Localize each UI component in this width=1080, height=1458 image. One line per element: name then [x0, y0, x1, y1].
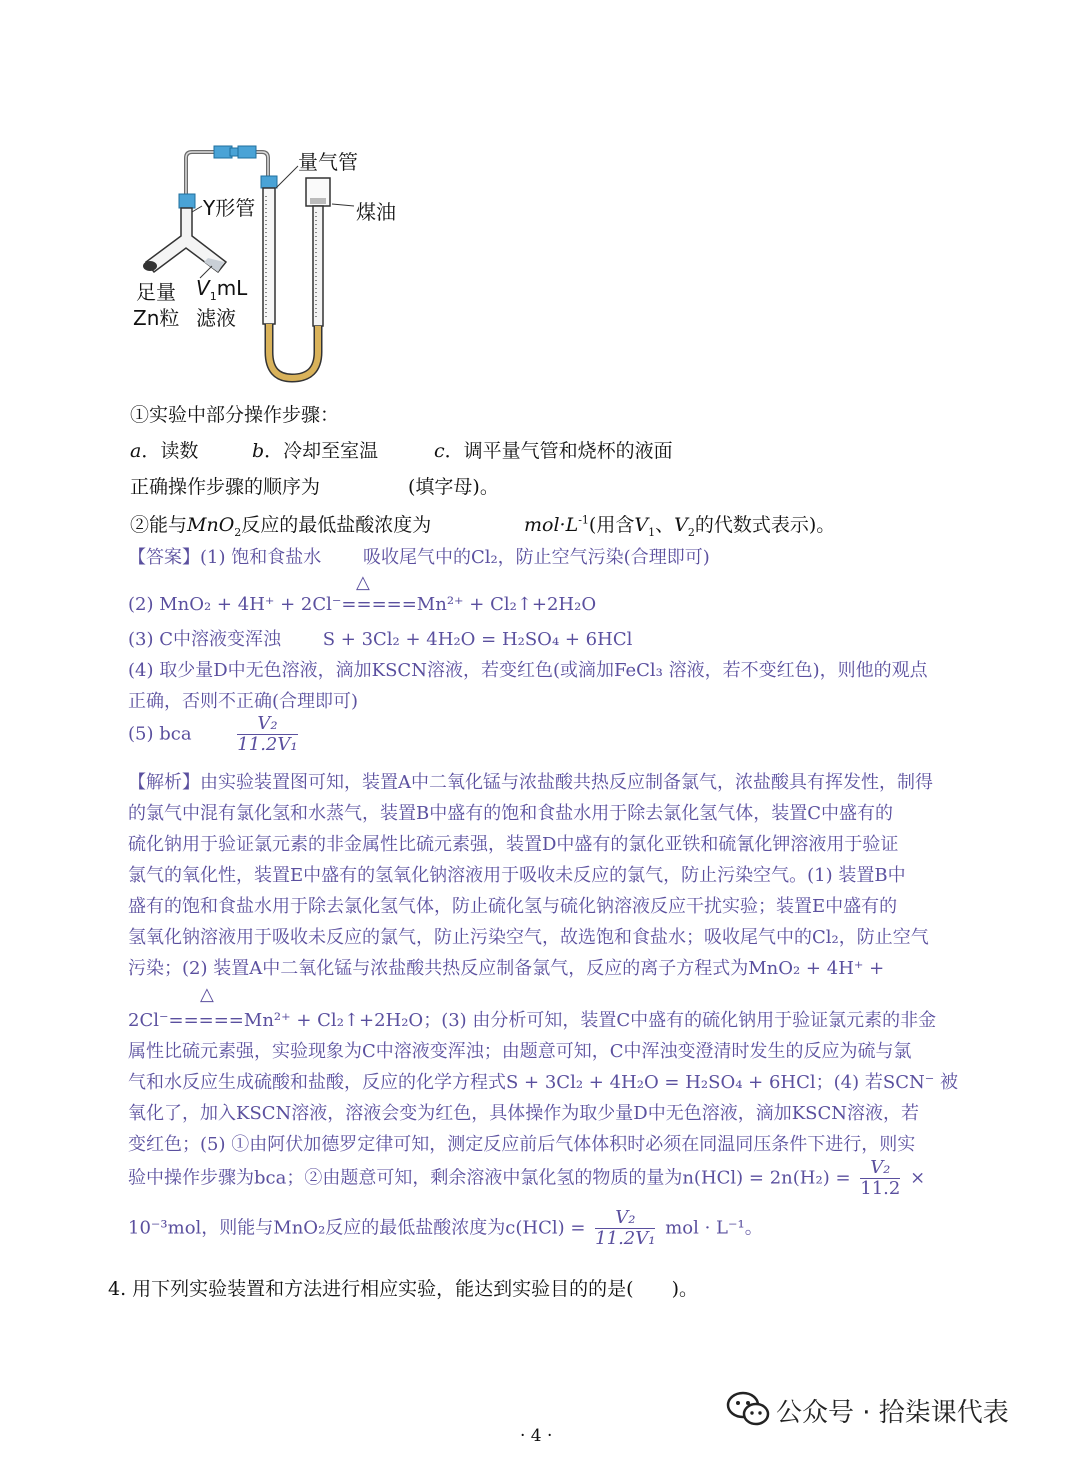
analysis-fraction-1: $\frac{\text{V₂}}{11.2}$ [860, 1157, 901, 1199]
label-filtrate: 滤液 [196, 306, 236, 330]
analysis-line-7: 污染；(2) 装置A中二氧化锰与浓盐酸共热反应制备氯气，反应的离子方程式为MnO₂ + 4H⁺ + [128, 958, 885, 979]
wechat-logo-icon [726, 1390, 770, 1432]
watermark-text: 公众号 · 拾柒课代表 [776, 1398, 1009, 1428]
option-b: b．冷却至室温 [252, 440, 379, 462]
label-y-tube: Y形管 [203, 196, 256, 220]
analysis-line-5: 盛有的饱和食盐水用于除去氯化氢气体，防止硫化氢与硫化钠溶液反应干扰实验；装置E中盛有的 [128, 896, 898, 917]
answer-fraction: $\frac{\text{V₂}}{\text{11.2V₁}}$ [237, 713, 298, 755]
analysis-line-4: 氯气的氧化性，装置E中盛有的氢氧化钠溶液用于吸收未反应的氯气，防止污染空气。(1) 装置B中 [128, 865, 906, 886]
answer-line-4a: (4) 取少量D中无色溶液，滴加KSCN溶液，若变红色(或滴加FeCl₃ 溶液，若不变红色)，则他的观点 [128, 660, 928, 681]
analysis-delta: △ [200, 984, 214, 1005]
concentration-prompt: ②能与MnO$_2$反应的最低盐酸浓度为 [130, 514, 432, 539]
analysis-line-14: 10⁻³mol，则能与MnO₂反应的最低盐酸浓度为c(HCl) = $\frac{\text{V₂}}{\text{11.2V₁}}$ mol · L⁻¹。 [128, 1207, 763, 1249]
option-a: a．读数 [130, 440, 199, 462]
option-c: c．调平量气管和烧杯的液面 [434, 440, 673, 462]
step-intro: ①实验中部分操作步骤： [130, 404, 340, 426]
label-kerosene: 煤油 [356, 200, 396, 224]
analysis-line-12: 变红色；(5) ①由阿伏加德罗定律可知，测定反应前后气体体积时必须在同温同压条件下进行，则实 [128, 1134, 916, 1155]
analysis-line-6: 氢氧化钠溶液用于吸收未反应的氯气，防止污染空气，故选饱和食盐水；吸收尾气中的Cl₂，防止空气 [128, 927, 929, 948]
analysis-line-2: 的氯气中混有氯化氢和水蒸气，装置B中盛有的饱和食盐水用于除去氯化氢气体，装置C中盛有的 [128, 803, 893, 824]
analysis-line-1: 【解析】由实验装置图可知，装置A中二氧化锰与浓盐酸共热反应制备氯气，浓盐酸具有挥发性，制得 [128, 772, 933, 793]
answer-line-2: (2) MnO₂ + 4H⁺ + 2Cl⁻=====Mn²⁺ + Cl₂↑+2H₂O [128, 594, 597, 615]
analysis-line-11: 氧化了，加入KSCN溶液，溶液会变为红色，具体操作为取少量D中无色溶液，滴加KSCN溶液，若 [128, 1103, 920, 1124]
order-prompt: 正确操作步骤的顺序为 [130, 476, 321, 498]
answer-line-4b: 正确，否则不正确(合理即可) [128, 691, 359, 712]
analysis-line-10: 气和水反应生成硫酸和盐酸，反应的化学方程式S + 3Cl₂ + 4H₂O = H₂SO₄ + 6HCl；(4) 若SCN⁻ 被 [128, 1072, 958, 1093]
answer-line-1: 【答案】(1) 饱和食盐水 吸收尾气中的Cl₂，防止空气污染(合理即可) [128, 547, 710, 568]
analysis-line-8: 2Cl⁻=====Mn²⁺ + Cl₂↑+2H₂O；(3) 由分析可知，装置C中盛有的硫化钠用于验证氯元素的非金 [128, 1010, 937, 1031]
order-fill: (填字母)。 [408, 476, 499, 498]
page-number: · 4 · [520, 1426, 553, 1446]
analysis-line-13: 验中操作步骤为bca；②由题意可知，剩余溶液中氯化氢的物质的量为n(HCl) = 2n(H₂) = $\frac{\text{V₂}}{11.2}$ × [128, 1157, 926, 1199]
label-zn-2: Zn粒 [133, 306, 180, 330]
analysis-fraction-2: $\frac{\text{V₂}}{\text{11.2V₁}}$ [595, 1207, 656, 1249]
question-4: 4. 用下列实验装置和方法进行相应实验，能达到实验目的的是( )。 [108, 1278, 698, 1300]
analysis-line-3: 硫化钠用于验证氯元素的非金属性比硫元素强，装置D中盛有的氯化亚铁和硫氰化钾溶液用于验证 [128, 834, 899, 855]
concentration-unit: $mol\cdot L^{-1}$(用含$V_1$、$V_2$的代数式表示)。 [524, 513, 836, 539]
answer-line-3: (3) C中溶液变浑浊 S + 3Cl₂ + 4H₂O = H₂SO₄ + 6HCl [128, 629, 633, 650]
answer-delta: △ [356, 572, 370, 593]
label-zn-1: 足量 [136, 280, 176, 304]
label-gas-tube: 量气管 [298, 150, 358, 174]
answer-line-5: (5) bca $\frac{\text{V₂}}{\text{11.2V₁}}$ [128, 713, 298, 755]
analysis-line-9: 属性比硫元素强，实验现象为C中溶液变浑浊；由题意可知，C中浑浊变澄清时发生的反应为硫与氯 [128, 1041, 912, 1062]
label-filtrate-volume: $V_1mL$ [196, 276, 248, 303]
